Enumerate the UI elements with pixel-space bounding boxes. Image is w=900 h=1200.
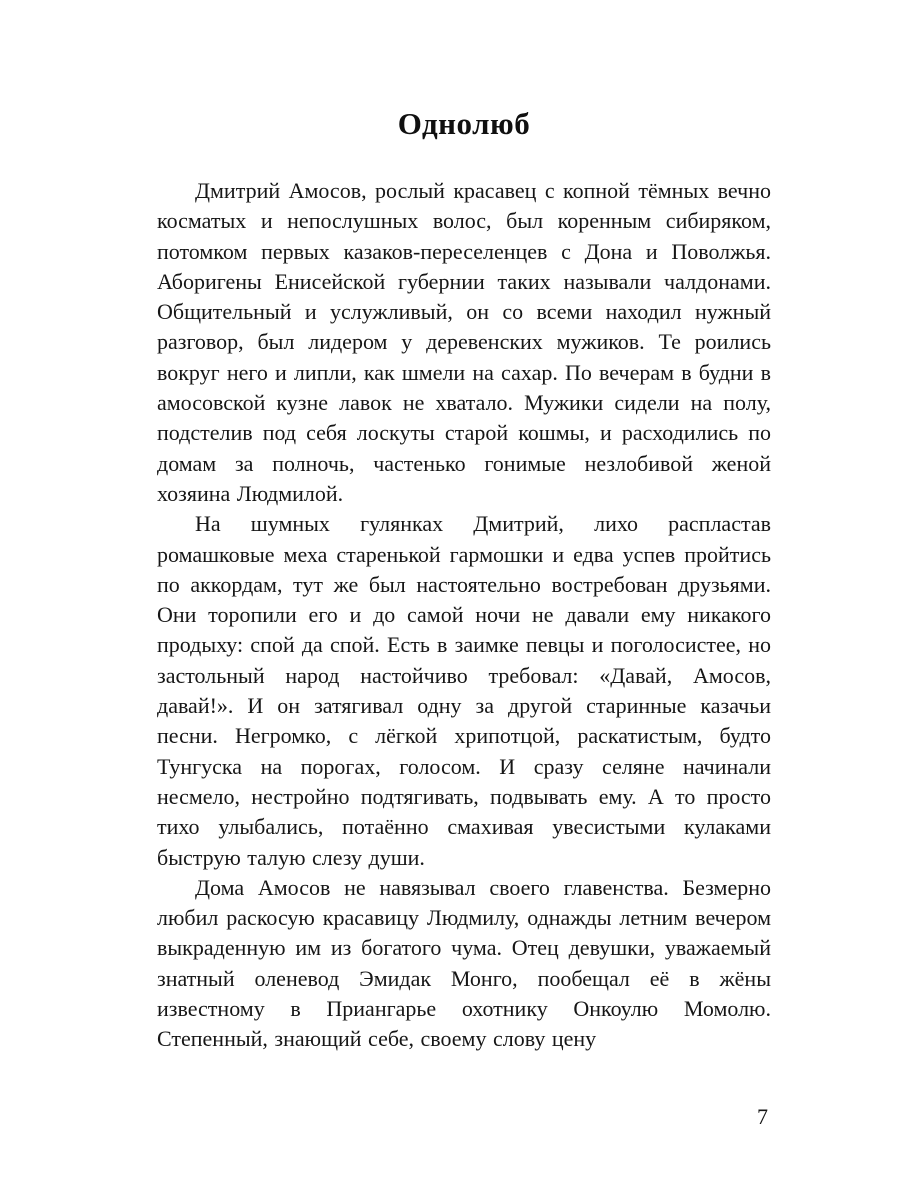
paragraph: Дома Амосов не навязывал своего главенства. Безмерно любил раскосую красавицу Людмилу, однажды летним вечером выкраденную им из богатого чума. Отец девушки, уважаемый знатный оленевод Эмидак Монго, пообещал её в жёны известному в Приангарье охотнику Онкоулю Момолю. Степенный, знающий себе, своему слову цену	[157, 874, 771, 1052]
chapter-title: Однолюб	[397, 106, 531, 141]
text-block	[157, 106, 771, 1055]
paragraph: Дмитрий Амосов, рослый красавец с копной тёмных вечно косматых и непослушных волос, был коренным сибиряком, потомком первых казаков-переселенцев с Дона и Поволжья. Аборигены Енисейской губернии таких называли чалдонами. Общительный и услужливый, он со всеми находил нужный разговор, был лидером у деревенских мужиков. Те роились вокруг него и липли, как шмели на сахар. По вечерам в будни в амосовской кузне лавок не хватало. Мужики сидели на полу, подстелив под себя лоскуты старой кошмы, и расходились по домам за полночь, частенько гонимые незлобивой женой хозяина Людмилой.	[157, 178, 771, 506]
page-number: 7	[757, 1104, 768, 1129]
paragraph: На шумных гулянках Дмитрий, лихо распластав ромашковые меха старенькой гармошки и едва успев пройтись по аккордам, тут же был настоятельно востребован друзьями. Они торопили его и до самой ночи не давали ему никакого продыху: спой да спой. Есть в заимке певцы и поголосистее, но застольный народ настойчиво требовал: «Давай, Амосов, давай!». И он затягивал одну за другой старинные казачьи песни. Негромко, с лёгкой хрипотцой, раскатистым, будто Тунгуска на порогах, голосом. И сразу селяне начинали несмело, нестройно подтягивать, подвывать ему. А то просто тихо улыбались, потаённо смахивая увесистыми кулаками быструю талую слезу души.	[157, 511, 771, 870]
